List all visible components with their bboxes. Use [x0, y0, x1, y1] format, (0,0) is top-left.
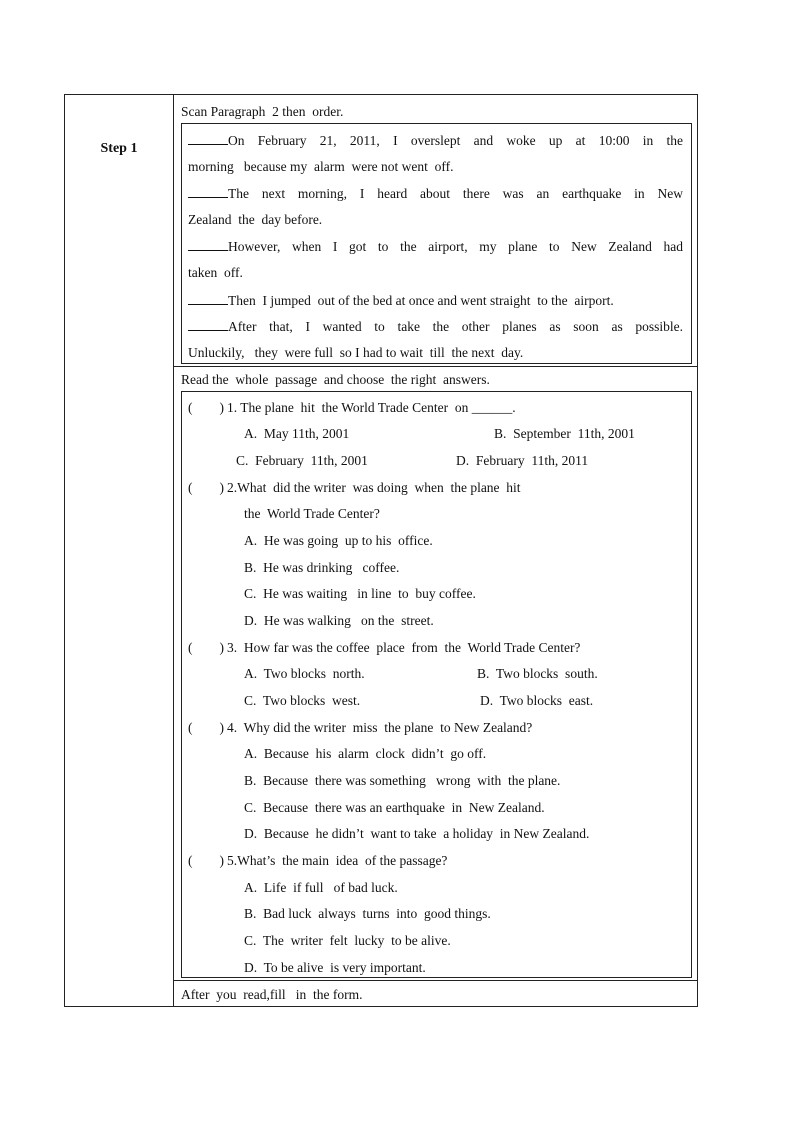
- q4-paren[interactable]: ( ): [188, 720, 224, 735]
- q4-option-b[interactable]: B. Because there was something wrong with the plane.: [244, 773, 561, 788]
- answer-blank-1[interactable]: [188, 132, 228, 145]
- order-item-2-cont: Zealand the day before.: [188, 212, 323, 227]
- q1-option-b[interactable]: B. September 11th, 2001: [494, 426, 635, 441]
- q4-option-d[interactable]: D. Because he didn’t want to take a holiday in New Zealand.: [244, 826, 590, 841]
- q1-paren[interactable]: ( ): [188, 400, 224, 415]
- q1-option-a[interactable]: A. May 11th, 2001: [244, 426, 350, 441]
- q5-option-c[interactable]: C. The writer felt lucky to be alive.: [244, 933, 451, 948]
- answer-blank-2[interactable]: [188, 185, 228, 198]
- q2-text: 2.What did the writer was doing when the plane hit: [227, 480, 521, 495]
- answer-blank-4[interactable]: [188, 292, 228, 305]
- worksheet-table: [64, 94, 698, 1007]
- q3-option-c[interactable]: C. Two blocks west.: [244, 693, 361, 708]
- q5-text: 5.What’s the main idea of the passage?: [227, 853, 448, 868]
- row-divider: [173, 366, 697, 367]
- q1-option-d[interactable]: D. February 11th, 2011: [456, 453, 589, 468]
- q5-option-d[interactable]: D. To be alive is very important.: [244, 960, 426, 975]
- q5-option-a[interactable]: A. Life if full of bad luck.: [244, 880, 398, 895]
- q3-option-b[interactable]: B. Two blocks south.: [477, 666, 598, 681]
- order-item-2: The next morning, I heard about there was an earthquake in New: [188, 185, 683, 202]
- ordering-box: [181, 123, 692, 364]
- q2-text-cont: the World Trade Center?: [244, 506, 380, 521]
- order-item-1: On February 21, 2011, I overslept and woke up at 10:00 in the: [188, 132, 683, 149]
- order-item-3: However, when I got to the airport, my plane to New Zealand had: [188, 238, 683, 255]
- column-divider: [173, 95, 174, 1006]
- q2-option-d[interactable]: D. He was walking on the street.: [244, 613, 434, 628]
- q5-paren[interactable]: ( ): [188, 853, 224, 868]
- order-item-1-cont: morning because my alarm were not went off.: [188, 159, 454, 174]
- answer-blank-5[interactable]: [188, 318, 228, 331]
- order-item-5: After that, I wanted to take the other planes as soon as possible.: [188, 318, 683, 335]
- questions-box: [181, 391, 692, 978]
- answer-blank-3[interactable]: [188, 238, 228, 251]
- section3-instruction: After you read,fill in the form.: [181, 987, 363, 1002]
- order-item-3-cont: taken off.: [188, 265, 243, 280]
- section2-instruction: Read the whole passage and choose the right answers.: [181, 372, 490, 387]
- q2-option-a[interactable]: A. He was going up to his office.: [244, 533, 433, 548]
- q1-text: 1. The plane hit the World Trade Center on ______.: [227, 400, 516, 415]
- q2-paren[interactable]: ( ): [188, 480, 224, 495]
- q4-option-c[interactable]: C. Because there was an earthquake in New Zealand.: [244, 800, 545, 815]
- q4-text: 4. Why did the writer miss the plane to New Zealand?: [227, 720, 533, 735]
- q3-text: 3. How far was the coffee place from the World Trade Center?: [227, 640, 581, 655]
- order-item-4: Then I jumped out of the bed at once and went straight to the airport.: [188, 292, 614, 309]
- q3-option-a[interactable]: A. Two blocks north.: [244, 666, 365, 681]
- q2-option-b[interactable]: B. He was drinking coffee.: [244, 560, 400, 575]
- q5-option-b[interactable]: B. Bad luck always turns into good things.: [244, 906, 491, 921]
- order-item-5-cont: Unluckily, they were full so I had to wait till the next day.: [188, 345, 524, 360]
- q4-option-a[interactable]: A. Because his alarm clock didn’t go off.: [244, 746, 487, 761]
- q2-option-c[interactable]: C. He was waiting in line to buy coffee.: [244, 586, 476, 601]
- q3-option-d[interactable]: D. Two blocks east.: [480, 693, 594, 708]
- row-divider-2: [173, 980, 697, 981]
- section1-instruction: Scan Paragraph 2 then order.: [181, 104, 344, 119]
- step-label: Step 1: [100, 141, 138, 156]
- q3-paren[interactable]: ( ): [188, 640, 224, 655]
- q1-option-c[interactable]: C. February 11th, 2001: [236, 453, 368, 468]
